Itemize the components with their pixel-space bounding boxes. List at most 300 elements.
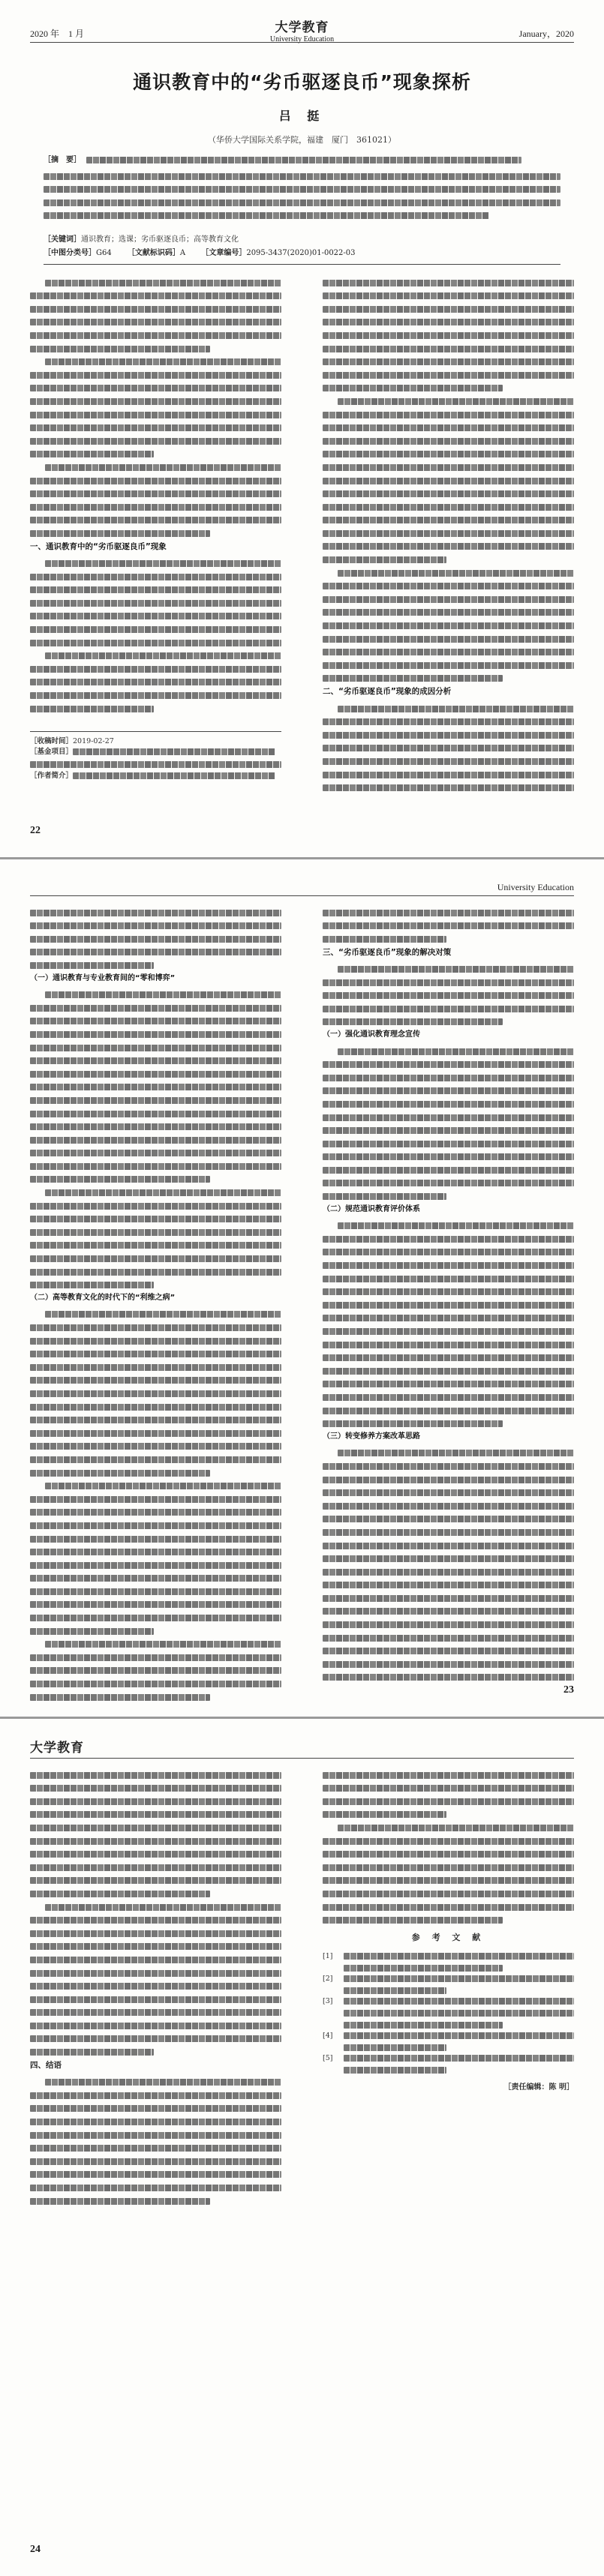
body-line xyxy=(30,1216,281,1222)
body-line xyxy=(338,1048,574,1055)
body-line xyxy=(30,1203,281,1210)
body-line xyxy=(323,675,503,682)
journal-name-en: University Education xyxy=(497,882,574,892)
body-line xyxy=(323,1288,574,1295)
reference-item xyxy=(323,1973,574,1994)
body-line xyxy=(30,1084,281,1090)
body-line xyxy=(323,1381,574,1387)
running-header xyxy=(30,882,574,893)
received-line xyxy=(30,736,281,747)
body-line xyxy=(323,1798,574,1805)
abstract-text xyxy=(44,186,560,193)
body-line xyxy=(323,784,574,791)
body-line xyxy=(323,1101,574,1108)
body-line xyxy=(323,1648,574,1654)
body-line xyxy=(30,1031,281,1038)
body-line xyxy=(323,1180,574,1186)
fund-label: ［基金项目］ xyxy=(30,748,74,756)
keywords-line xyxy=(44,234,560,245)
section-heading: 四、结语 xyxy=(30,2061,62,2071)
body-line xyxy=(323,1555,574,1562)
body-line xyxy=(30,1229,281,1236)
body-line xyxy=(30,1601,281,1608)
body-line xyxy=(338,1450,574,1456)
body-line xyxy=(323,1141,574,1147)
bio-label: ［作者简介］ xyxy=(30,772,74,780)
body-line xyxy=(30,1404,281,1411)
subsection-heading: （二）高等教育文化的时代下的“利维之病” xyxy=(30,1294,176,1303)
body-line xyxy=(30,1443,281,1450)
body-line xyxy=(323,732,574,739)
body-line xyxy=(323,1420,503,1427)
body-line xyxy=(323,1394,574,1401)
body-line xyxy=(30,706,154,712)
journal-logo: 大学教育 xyxy=(275,20,329,35)
page-1 xyxy=(0,0,604,857)
body-line xyxy=(30,2009,281,2016)
reference-item xyxy=(323,2053,574,2074)
page-number: 24 xyxy=(30,2544,41,2555)
body-line xyxy=(323,490,574,497)
body-line xyxy=(323,1864,574,1871)
reference-text xyxy=(344,1953,574,1960)
body-line xyxy=(30,1917,281,1924)
body-line xyxy=(30,1681,281,1687)
body-line xyxy=(30,2198,210,2205)
body-line xyxy=(323,306,574,313)
body-line xyxy=(30,1509,281,1516)
clc-code: G64 xyxy=(96,249,112,257)
body-line xyxy=(30,1269,281,1276)
body-line xyxy=(30,1891,210,1897)
reference-number: [4] xyxy=(323,2031,333,2040)
body-line xyxy=(30,1123,281,1130)
body-line xyxy=(323,1302,574,1309)
body-line xyxy=(323,1811,446,1818)
body-line xyxy=(323,346,574,352)
body-line xyxy=(45,1641,281,1648)
body-line xyxy=(30,1282,154,1288)
body-line xyxy=(323,1529,574,1536)
body-line xyxy=(323,1463,574,1470)
body-line xyxy=(30,1772,281,1779)
body-line xyxy=(323,979,574,986)
doc-code-label: ［文献标识码］ xyxy=(127,249,180,257)
references-title: 参 考 文 献 xyxy=(411,1933,485,1943)
body-line xyxy=(323,1087,574,1094)
body-line xyxy=(323,1635,574,1642)
body-line xyxy=(30,2049,154,2056)
received-date: 2019-02-27 xyxy=(73,737,114,745)
body-column-left xyxy=(30,1765,281,2205)
body-line xyxy=(323,332,574,339)
body-line xyxy=(30,2132,281,2139)
body-line xyxy=(30,1338,281,1345)
body-line xyxy=(30,1071,281,1078)
page-number: 23 xyxy=(563,1684,574,1696)
body-line xyxy=(323,718,574,725)
header-rule xyxy=(30,42,574,43)
footnote-rule xyxy=(30,731,281,732)
reference-number: [1] xyxy=(323,1951,333,1960)
body-line xyxy=(323,596,574,603)
body-line xyxy=(30,1417,281,1423)
reference-text xyxy=(344,2032,574,2039)
abstract-text xyxy=(44,212,489,219)
body-line xyxy=(30,1005,281,1012)
body-line xyxy=(323,1127,574,1134)
body-line xyxy=(323,1018,503,1025)
reference-item xyxy=(323,2030,574,2051)
body-line xyxy=(30,1163,281,1170)
body-line xyxy=(323,758,574,765)
clc-label: ［中图分类号］ xyxy=(44,249,96,257)
meta-rule xyxy=(44,264,560,265)
running-header xyxy=(30,1737,574,1756)
body-line xyxy=(30,1930,281,1937)
body-line xyxy=(323,1503,574,1510)
body-line xyxy=(30,1877,281,1884)
body-column-right xyxy=(323,903,574,1681)
body-line xyxy=(30,1654,281,1661)
body-line xyxy=(30,1536,281,1543)
body-line xyxy=(323,1408,574,1414)
reference-number: [5] xyxy=(323,2053,333,2062)
body-line xyxy=(30,1851,281,1858)
body-line xyxy=(30,490,281,497)
body-line xyxy=(323,1114,574,1121)
body-line xyxy=(323,1249,574,1255)
body-line xyxy=(30,1242,281,1249)
body-column-left xyxy=(30,273,281,712)
bio-text xyxy=(73,772,275,779)
body-line xyxy=(30,2023,281,2029)
body-line xyxy=(323,543,574,550)
author-affiliation: （华侨大学国际关系学院，福建 厦门 361021） xyxy=(208,135,396,145)
body-line xyxy=(323,412,574,418)
body-line xyxy=(30,922,281,929)
body-line xyxy=(45,464,281,471)
body-line xyxy=(323,1153,574,1160)
body-line xyxy=(323,1193,446,1200)
body-line xyxy=(30,517,281,523)
keywords-label: ［关键词］ xyxy=(44,235,81,244)
body-line xyxy=(30,1390,281,1397)
header-date: 2020 年 1 月 xyxy=(30,28,85,39)
body-line xyxy=(30,1351,281,1357)
reference-number: [3] xyxy=(323,1996,333,2005)
body-line xyxy=(30,936,281,943)
body-line xyxy=(30,306,281,313)
body-line xyxy=(30,1785,281,1792)
reference-text xyxy=(344,2010,574,2017)
header-date-en: January，2020 xyxy=(518,28,574,39)
abstract-text xyxy=(86,157,521,163)
body-line xyxy=(323,910,574,916)
body-line xyxy=(30,2092,281,2099)
subsection-heading: （一）强化通识教育理念宣传 xyxy=(323,1030,420,1039)
body-line xyxy=(323,1236,574,1243)
body-line xyxy=(30,1430,281,1437)
reference-number: [2] xyxy=(323,1974,333,1983)
fund-line xyxy=(30,747,281,757)
body-line xyxy=(323,1851,574,1858)
body-line xyxy=(45,1189,281,1196)
header-rule xyxy=(30,895,574,896)
body-line xyxy=(30,1983,281,1990)
reference-text xyxy=(344,1998,574,2005)
footnote-block xyxy=(30,731,281,781)
body-line xyxy=(30,1996,281,2003)
body-line xyxy=(323,358,574,365)
article-no: 2095-3437(2020)01-0022-03 xyxy=(246,249,356,257)
body-line xyxy=(323,1904,574,1911)
body-line xyxy=(323,745,574,751)
body-line xyxy=(45,991,281,998)
body-line xyxy=(323,1262,574,1269)
body-line xyxy=(30,1667,281,1674)
body-line xyxy=(323,385,503,391)
body-line xyxy=(30,1137,281,1144)
body-line xyxy=(323,1838,574,1845)
section-heading: 一、通识教育中的“劣币驱逐良币”现象 xyxy=(30,541,167,551)
body-line xyxy=(323,1661,574,1668)
body-line xyxy=(323,556,446,563)
page-2 xyxy=(0,859,604,1717)
body-line xyxy=(45,2079,281,2086)
body-line xyxy=(323,1075,574,1081)
body-line xyxy=(30,949,281,955)
abstract-text xyxy=(44,199,560,206)
body-line xyxy=(323,1477,574,1483)
body-line xyxy=(323,478,574,484)
classification-line xyxy=(44,247,560,259)
body-line xyxy=(30,600,281,607)
body-line xyxy=(323,530,574,537)
body-line xyxy=(338,1222,574,1229)
bio-line xyxy=(30,771,281,781)
body-line xyxy=(323,583,574,589)
reference-text xyxy=(344,1987,446,1994)
body-line xyxy=(323,280,574,286)
section-heading: 二、“劣币驱逐良币”现象的成因分析 xyxy=(323,687,452,697)
reference-text xyxy=(344,1975,574,1982)
body-line xyxy=(323,504,574,511)
body-line xyxy=(323,1785,574,1792)
body-line xyxy=(30,962,154,969)
body-line xyxy=(30,1470,210,1477)
body-line xyxy=(323,1772,574,1779)
section-heading: 三、“劣币驱逐良币”现象的解决对策 xyxy=(323,947,452,957)
responsible-editor: ［责任编辑：陈 明］ xyxy=(503,2083,574,2092)
body-line xyxy=(323,1368,574,1375)
body-line xyxy=(323,1342,574,1348)
reference-item xyxy=(323,1996,574,2029)
body-line xyxy=(30,1615,281,1621)
article-no-label: ［文章编号］ xyxy=(201,249,247,257)
body-line xyxy=(30,1324,281,1331)
body-line xyxy=(30,640,281,646)
body-line xyxy=(45,1904,281,1911)
body-line xyxy=(323,1006,574,1012)
body-line xyxy=(30,679,281,685)
reference-text xyxy=(344,2055,574,2062)
body-line xyxy=(323,517,574,523)
body-line xyxy=(30,613,281,619)
author-name: 吕 挺 xyxy=(278,109,326,123)
body-line xyxy=(323,622,574,629)
body-line xyxy=(323,1315,574,1321)
journal-name-en: University Education xyxy=(269,35,335,43)
body-line xyxy=(30,346,210,352)
body-line xyxy=(323,438,574,445)
body-line xyxy=(30,2105,281,2112)
article-title: 通识教育中的“劣币驱逐良币”现象探析 xyxy=(133,71,471,93)
subsection-heading: （二）规范通识教育评价体系 xyxy=(323,1205,420,1214)
body-line xyxy=(323,1582,574,1588)
body-line xyxy=(323,1328,574,1335)
page-3 xyxy=(0,1719,604,2576)
body-line xyxy=(30,372,281,379)
body-line xyxy=(30,2185,281,2191)
body-line xyxy=(45,652,281,659)
body-line xyxy=(30,1111,281,1117)
body-line xyxy=(323,1543,574,1549)
body-line xyxy=(30,438,281,445)
body-line xyxy=(30,2119,281,2125)
body-line xyxy=(30,292,281,299)
keywords: 通识教育；选课；劣币驱逐良币；高等教育文化 xyxy=(81,235,239,244)
body-line xyxy=(30,1825,281,1831)
journal-logo: 大学教育 xyxy=(30,1741,84,1756)
body-line xyxy=(323,1569,574,1576)
body-line xyxy=(30,1957,281,1963)
body-line xyxy=(30,319,281,325)
body-line xyxy=(323,936,446,943)
body-line xyxy=(30,1798,281,1805)
body-line xyxy=(30,1522,281,1529)
body-line xyxy=(323,1354,574,1361)
body-line xyxy=(30,2035,281,2042)
body-line xyxy=(30,332,281,339)
body-column-left xyxy=(30,903,281,1701)
body-line xyxy=(323,1621,574,1628)
body-line xyxy=(30,1364,281,1371)
body-line xyxy=(323,1595,574,1602)
body-column-right xyxy=(323,273,574,791)
received-label: ［收稿时间］ xyxy=(30,737,74,745)
body-line xyxy=(323,1877,574,1884)
body-line xyxy=(30,1864,281,1871)
body-line xyxy=(323,1516,574,1522)
abstract-label: ［摘 要］ xyxy=(44,156,81,164)
body-line xyxy=(30,1628,154,1635)
body-line xyxy=(45,560,281,567)
page-number: 22 xyxy=(30,825,41,836)
body-line xyxy=(45,1311,281,1318)
body-line xyxy=(30,1970,281,1977)
body-line xyxy=(30,2171,281,2178)
body-line xyxy=(30,626,281,633)
body-line xyxy=(30,692,281,699)
body-line xyxy=(30,1456,281,1463)
doc-code: A xyxy=(179,249,186,257)
body-line xyxy=(30,1045,281,1051)
reference-text xyxy=(344,1965,503,1972)
body-line xyxy=(30,1018,281,1024)
body-line xyxy=(30,1549,281,1555)
fund-text xyxy=(30,761,281,768)
body-line xyxy=(30,451,154,457)
subsection-heading: （三）转变修养方案改革思路 xyxy=(323,1432,420,1441)
body-line xyxy=(30,586,281,593)
body-line xyxy=(338,706,574,712)
body-line xyxy=(30,574,281,580)
body-line xyxy=(45,1483,281,1489)
body-line xyxy=(30,1811,281,1818)
body-line xyxy=(323,1891,574,1897)
body-line xyxy=(30,1057,281,1064)
body-line xyxy=(323,636,574,643)
body-line xyxy=(45,358,281,365)
body-line xyxy=(30,530,210,537)
body-line xyxy=(323,372,574,379)
body-line xyxy=(323,662,574,669)
body-line xyxy=(30,1496,281,1503)
body-line xyxy=(30,2158,281,2165)
body-line xyxy=(323,292,574,299)
body-line xyxy=(338,398,574,405)
body-line xyxy=(338,966,574,973)
body-line xyxy=(30,1943,281,1950)
reference-text xyxy=(344,2022,503,2029)
body-line xyxy=(323,451,574,457)
body-line xyxy=(30,1176,210,1183)
body-column-right xyxy=(323,1765,574,2094)
body-line xyxy=(30,1150,281,1156)
body-line xyxy=(323,464,574,471)
body-line xyxy=(30,2145,281,2152)
body-line xyxy=(338,1825,574,1831)
subsection-heading: （一）通识教育与专业教育间的“零和博弈” xyxy=(30,973,176,982)
body-line xyxy=(323,922,574,929)
body-line xyxy=(323,1167,574,1174)
body-line xyxy=(323,649,574,655)
body-line xyxy=(323,319,574,325)
body-line xyxy=(323,992,574,999)
body-line xyxy=(338,570,574,577)
body-line xyxy=(323,1061,574,1068)
body-line xyxy=(30,385,281,391)
body-line xyxy=(30,424,281,431)
reference-text xyxy=(344,2067,446,2074)
body-line xyxy=(30,478,281,484)
reference-text xyxy=(344,2044,446,2051)
body-line xyxy=(30,1838,281,1845)
body-line xyxy=(45,280,281,286)
fund-text xyxy=(73,748,275,755)
body-line xyxy=(30,1694,210,1701)
body-line xyxy=(323,772,574,778)
body-line xyxy=(323,1917,503,1924)
body-line xyxy=(30,1255,281,1262)
body-line xyxy=(30,1097,281,1104)
body-line xyxy=(323,424,574,431)
abstract-text xyxy=(44,173,560,180)
body-line xyxy=(30,1575,281,1582)
header-rule xyxy=(30,1758,574,1759)
body-line xyxy=(323,1489,574,1496)
